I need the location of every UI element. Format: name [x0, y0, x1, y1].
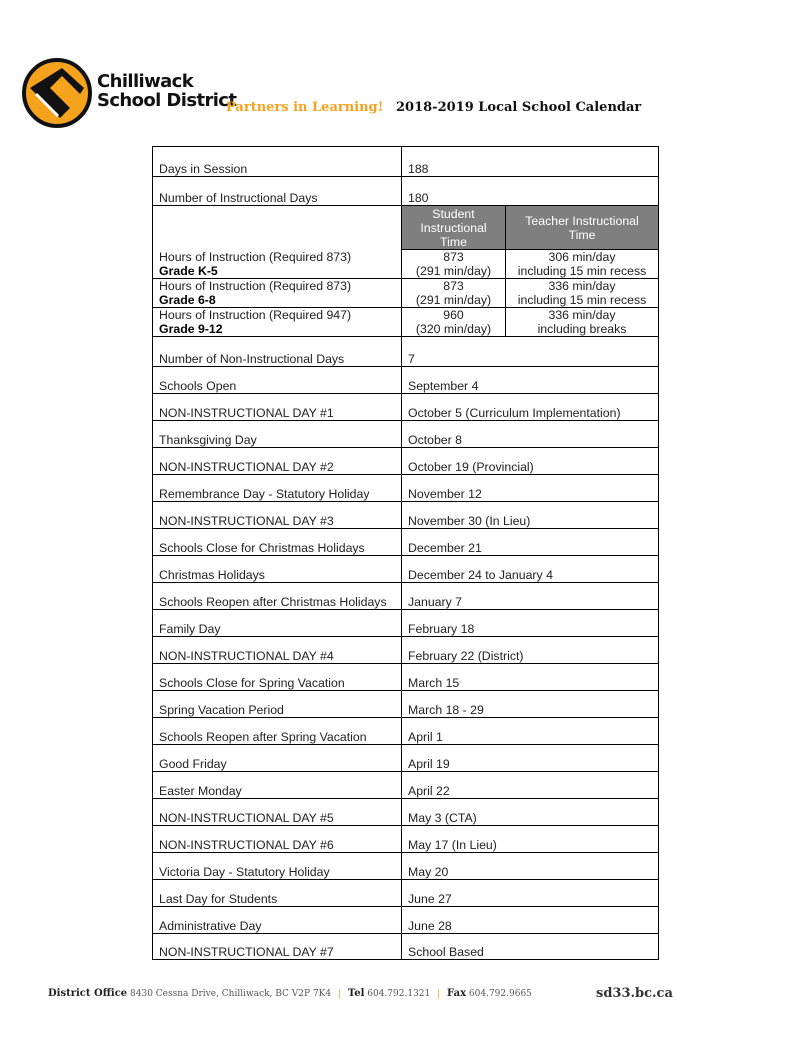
teacher-note: including 15 min recess [517, 293, 647, 307]
row-label: Spring Vacation Period [153, 691, 402, 718]
row-value: December 21 [402, 529, 659, 556]
teacher-time-cell [506, 308, 659, 337]
table-row [153, 529, 659, 556]
table-row [153, 637, 659, 664]
table-row [153, 556, 659, 583]
table-row [153, 799, 659, 826]
footer-separator: | [437, 989, 441, 999]
row-value: October 19 (Provincial) [402, 448, 659, 475]
row-label: Schools Reopen after Christmas Holidays [153, 583, 402, 610]
table-row [153, 337, 659, 367]
table-row [153, 475, 659, 502]
row-value: April 1 [402, 718, 659, 745]
row-label: Last Day for Students [153, 880, 402, 907]
row-label: NON-INSTRUCTIONAL DAY #4 [153, 637, 402, 664]
student-time-cell [402, 308, 506, 337]
grade-range: Grade 6-8 [159, 293, 216, 307]
office-address: 8430 Cessna Drive, Chilliwack, BC V2P 7K4 [130, 989, 332, 999]
table-row [153, 583, 659, 610]
hours-requirement: Hours of Instruction (Required 873) [159, 279, 352, 293]
row-value: May 17 (In Lieu) [402, 826, 659, 853]
teacher-minutes: 336 min/day [548, 279, 616, 293]
row-value: 188 [402, 147, 659, 177]
student-hours: 873 [443, 279, 464, 293]
hours-label [153, 250, 402, 279]
row-value: April 19 [402, 745, 659, 772]
row-value: December 24 to January 4 [402, 556, 659, 583]
row-label: Family Day [153, 610, 402, 637]
student-time-cell [402, 250, 506, 279]
teacher-time-cell [506, 250, 659, 279]
row-value: 7 [402, 337, 659, 367]
row-value: May 3 (CTA) [402, 799, 659, 826]
row-value: October 8 [402, 421, 659, 448]
row-label: Christmas Holidays [153, 556, 402, 583]
table-row [153, 853, 659, 880]
office-label: District Office [48, 988, 128, 999]
table-row [153, 691, 659, 718]
fax-number: 604.792.9665 [468, 989, 532, 999]
footer [48, 988, 532, 999]
row-value: January 7 [402, 583, 659, 610]
row-label: NON-INSTRUCTIONAL DAY #1 [153, 394, 402, 421]
teacher-note: including 15 min recess [517, 264, 647, 278]
page-title: 2018-2019 Local School Calendar [396, 100, 642, 115]
row-value: March 18 - 29 [402, 691, 659, 718]
table-row [153, 308, 659, 337]
row-label: Easter Monday [153, 772, 402, 799]
row-value: February 18 [402, 610, 659, 637]
table-row [153, 718, 659, 745]
row-label: Number of Instructional Days [153, 177, 402, 206]
table-row [153, 907, 659, 934]
table-row [153, 745, 659, 772]
row-label: Schools Close for Spring Vacation [153, 664, 402, 691]
hours-requirement: Hours of Instruction (Required 873) [159, 250, 352, 264]
row-label: Schools Close for Christmas Holidays [153, 529, 402, 556]
tagline: Partners in Learning! [226, 100, 384, 115]
tel-label: Tel [347, 988, 365, 999]
student-hours: 873 [443, 250, 464, 264]
row-label: Schools Reopen after Spring Vacation [153, 718, 402, 745]
fax-label: Fax [447, 988, 467, 999]
grade-range: Grade K-5 [159, 264, 218, 278]
district-logo-icon [22, 58, 92, 128]
row-label: Number of Non-Instructional Days [153, 337, 402, 367]
row-label: NON-INSTRUCTIONAL DAY #2 [153, 448, 402, 475]
row-label: Victoria Day - Statutory Holiday [153, 853, 402, 880]
hours-requirement: Hours of Instruction (Required 947) [159, 308, 352, 322]
table-row [153, 934, 659, 960]
calendar-rows [153, 337, 659, 960]
row-value: 180 [402, 177, 659, 206]
row-label: Good Friday [153, 745, 402, 772]
district-name [97, 72, 236, 110]
row-value: School Based [402, 934, 659, 960]
table-row [153, 177, 659, 206]
calendar-table [152, 146, 659, 960]
district-name-line1: Chilliwack [97, 71, 194, 92]
row-label: Schools Open [153, 367, 402, 394]
table-row [153, 394, 659, 421]
row-value: March 15 [402, 664, 659, 691]
row-label: NON-INSTRUCTIONAL DAY #3 [153, 502, 402, 529]
student-minutes: (291 min/day) [415, 293, 492, 307]
row-value: October 5 (Curriculum Implementation) [402, 394, 659, 421]
student-time-cell [402, 279, 506, 308]
row-label: Remembrance Day - Statutory Holiday [153, 475, 402, 502]
hours-label [153, 279, 402, 308]
row-value: September 4 [402, 367, 659, 394]
row-value: June 27 [402, 880, 659, 907]
table-row [153, 279, 659, 308]
teacher-time-header: Teacher Instructional Time [506, 206, 659, 250]
student-time-header: Student Instructional Time [402, 206, 506, 250]
header-empty-cell [153, 206, 402, 250]
table-row [153, 664, 659, 691]
table-row [153, 250, 659, 279]
footer-separator: | [338, 989, 342, 999]
district-name-line2: School District [97, 90, 237, 111]
row-label: NON-INSTRUCTIONAL DAY #6 [153, 826, 402, 853]
teacher-minutes: 306 min/day [548, 250, 616, 264]
teacher-minutes: 336 min/day [548, 308, 616, 322]
table-row [153, 610, 659, 637]
table-header-row [153, 206, 659, 250]
grade-range: Grade 9-12 [159, 322, 223, 336]
hours-label [153, 308, 402, 337]
row-value: November 30 (In Lieu) [402, 502, 659, 529]
student-minutes: (320 min/day) [415, 322, 492, 336]
table-row [153, 421, 659, 448]
row-label: Days in Session [153, 147, 402, 177]
row-value: May 20 [402, 853, 659, 880]
row-label: Thanksgiving Day [153, 421, 402, 448]
row-label: Administrative Day [153, 907, 402, 934]
tel-number: 604.792.1321 [367, 989, 431, 999]
website-link[interactable]: sd33.bc.ca [596, 986, 673, 1001]
row-value: April 22 [402, 772, 659, 799]
teacher-time-cell [506, 279, 659, 308]
row-label: NON-INSTRUCTIONAL DAY #5 [153, 799, 402, 826]
table-row [153, 448, 659, 475]
row-value: February 22 (District) [402, 637, 659, 664]
student-hours: 960 [443, 308, 464, 322]
row-value: November 12 [402, 475, 659, 502]
table-row [153, 147, 659, 177]
row-label: NON-INSTRUCTIONAL DAY #7 [153, 934, 402, 960]
student-minutes: (291 min/day) [415, 264, 492, 278]
table-row [153, 367, 659, 394]
table-row [153, 772, 659, 799]
table-row [153, 880, 659, 907]
teacher-note: including breaks [537, 322, 627, 336]
row-value: June 28 [402, 907, 659, 934]
table-row [153, 826, 659, 853]
table-row [153, 502, 659, 529]
